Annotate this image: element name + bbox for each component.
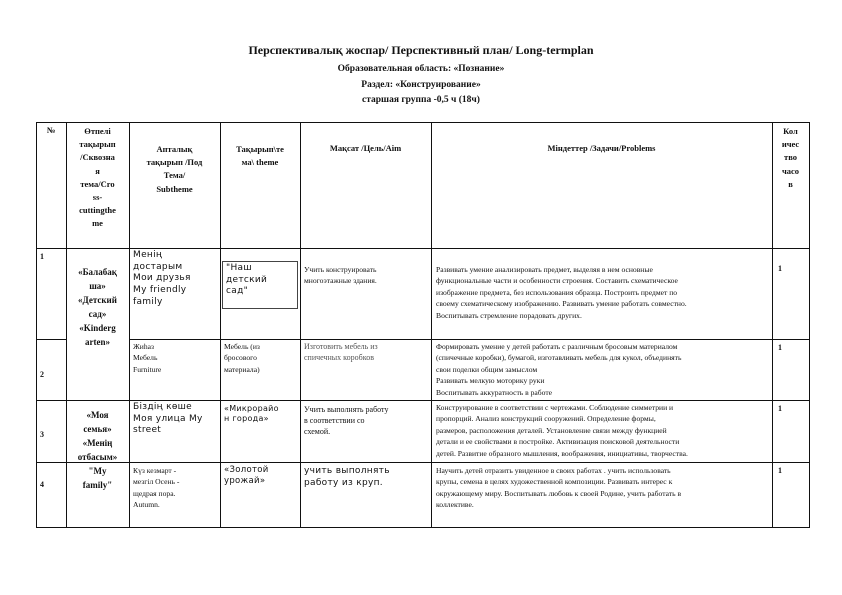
header-tasks: Міндеттер /Задачи/Problems xyxy=(547,143,656,153)
table-border xyxy=(36,339,66,340)
educational-area: Образовательная область: «Познание» xyxy=(337,64,505,74)
table-border xyxy=(129,339,810,340)
table-border xyxy=(36,462,810,463)
table-border xyxy=(36,122,810,123)
page-title: Перспективалық жоспар/ Перспективный план/ Long-termplan xyxy=(248,43,594,57)
table-border xyxy=(36,400,810,401)
row-3-num: 3 xyxy=(40,430,44,439)
header-cross-cutting-theme: Өтпелі тақырып /Сквозна я тема/Cro ss- cuttingthe me xyxy=(79,126,116,229)
row-4-tasks: Научить детей отразить увиденное в своих работах . учить использовать крупы, семена в целях художественной композиции. Развивать интерес к окружающему миру. Воспитывать любовь к своей Родине, учить работать в коллективе. xyxy=(436,466,682,510)
row-1-cross-theme: «Балабақ ша» «Детский сад» «Kinderg arten» xyxy=(78,267,117,347)
row-4-aim: учить выполнять работу из круп. xyxy=(304,466,390,488)
row-1-aim: Учить конструировать многоэтажные здания. xyxy=(304,265,377,286)
row-4-theme: «Золотой урожай» xyxy=(224,465,269,487)
header-hours: Кол ичес тво часо в xyxy=(781,126,800,189)
table-border xyxy=(809,122,810,528)
row-2-tasks: Формировать умение у детей работать с различным бросовым материалом (спичечные коробки), бумагой, изготавливать мебель для кукол, объединять свои поделки общим замыслом Развивать мелкую моторику руки Воспитывать аккуратность в работе xyxy=(436,342,682,397)
row-1-subtheme: Менің достарым Мои друзья My friendly family xyxy=(133,250,191,307)
row-1-num: 1 xyxy=(40,252,44,261)
row-1-theme: "Наш детский сад" xyxy=(222,261,298,309)
table-border xyxy=(36,527,810,528)
row-3-hours: 1 xyxy=(778,404,782,413)
header-subtheme: Апталық тақырып /Под Тема/ Subtheme xyxy=(146,144,203,194)
row-3-cross-theme: «Моя семья» «Менің отбасым» "My family" xyxy=(77,410,118,490)
row-2-num: 2 xyxy=(40,370,44,379)
header-aim: Мақсат /Цель/Aim xyxy=(329,143,402,153)
section-title: Раздел: «Конструирование» xyxy=(361,80,481,90)
table-border xyxy=(36,248,810,249)
row-2-subtheme: Жиһаз Мебель Furniture xyxy=(133,342,162,374)
row-3-tasks: Конструирование в соответствии с чертежами. Соблюдение симметрии и пропорций. Анализ конструкций сооружений. Определение формы, размеров, расположения деталей. Установление связи между функцией детали и ее свойствами в постройке. Активизация поисковой деятельности детей. Развитие образного мышления, воображения, инициативы, творчества. xyxy=(436,403,688,458)
header-theme: Тақырып\те ма\ theme xyxy=(236,144,284,168)
row-2-aim: Изготовить мебель из спичечных коробков xyxy=(304,342,378,363)
group-title: старшая группа -0,5 ч (18ч) xyxy=(362,95,480,105)
row-1-tasks: Развивать умение анализировать предмет, выделяя в нем основные функциональные части и особенности строения. Составить схематическое изображение предмета, без использования образца. Построить предмет по своему схематическому изображению. Развивать умение работать совместно. Воспитывать стремление порадовать других. xyxy=(436,265,687,320)
table-border xyxy=(431,122,432,528)
row-2-theme: Мебель (из бросового материала) xyxy=(224,342,260,374)
row-4-hours: 1 xyxy=(778,466,782,475)
row-4-subtheme: Күз кезмарт - мезгіл Осень - щедрая пора. Autumn. xyxy=(133,466,180,510)
row-3-theme: «Микрорайо н города» xyxy=(224,404,279,424)
row-2-hours: 1 xyxy=(778,343,782,352)
row-1-hours: 1 xyxy=(778,264,782,273)
row-3-subtheme: Біздің көше Моя улица My street xyxy=(133,402,203,436)
table-border xyxy=(220,122,221,528)
row-3-aim: Учить выполнять работу в соответствии со схемой. xyxy=(304,405,389,437)
row-4-num: 4 xyxy=(40,480,44,489)
table-border xyxy=(300,122,301,528)
table-border xyxy=(36,122,37,528)
header-num: № xyxy=(46,125,56,135)
